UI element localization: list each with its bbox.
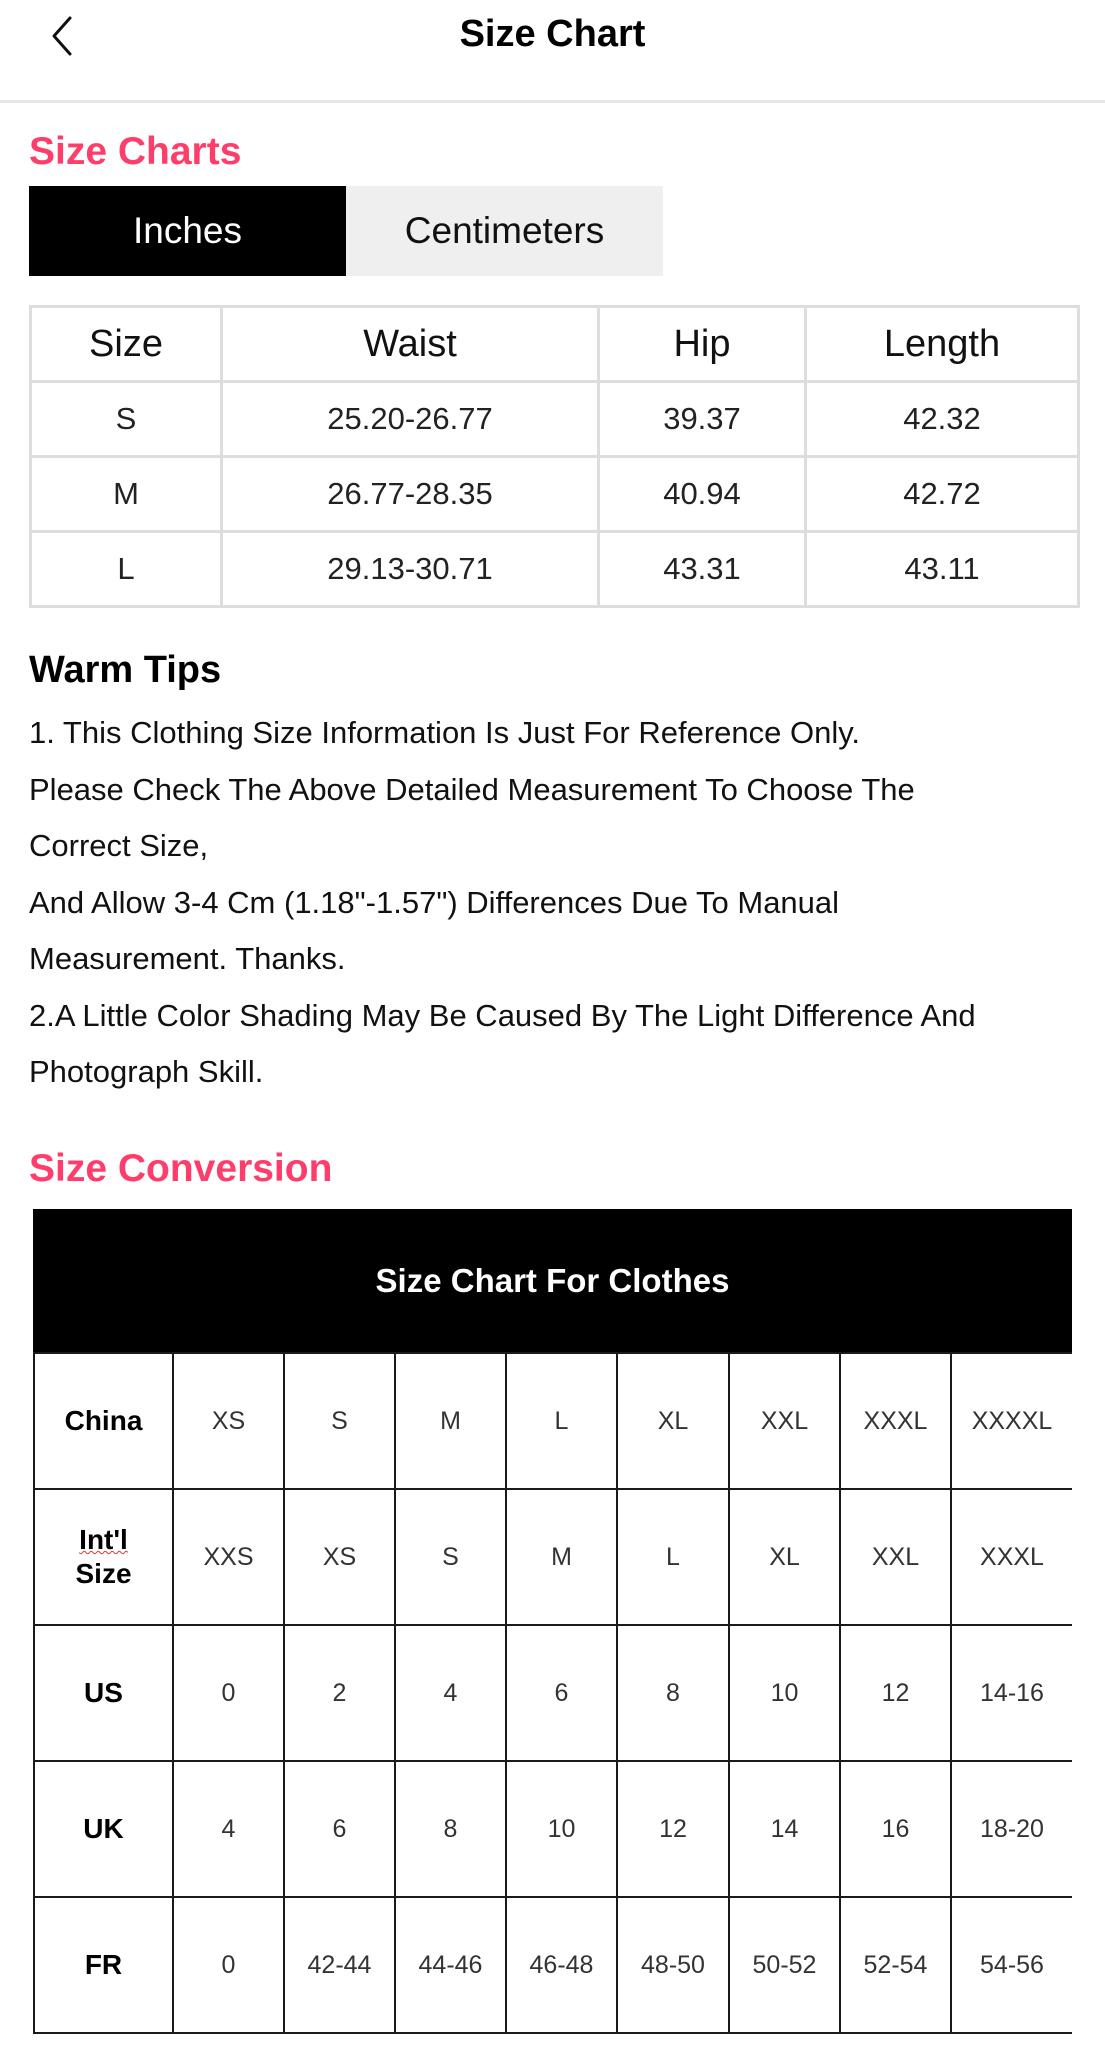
tip-line: Please Check The Above Detailed Measurement To Choose The	[29, 771, 915, 807]
table-cell: XXXL	[840, 1353, 951, 1489]
table-cell: 42.32	[806, 382, 1079, 457]
tip-line: Photograph Skill.	[29, 1054, 264, 1089]
tab-centimeters[interactable]: Centimeters	[346, 186, 663, 276]
table-cell: S	[284, 1353, 395, 1489]
conversion-row-fr	[34, 1897, 1072, 2033]
table-cell: XXS	[173, 1489, 284, 1625]
table-cell: XXXXL	[951, 1353, 1072, 1489]
table-cell: 43.11	[806, 532, 1079, 607]
size-table	[29, 305, 1080, 608]
table-cell: L	[506, 1353, 617, 1489]
table-cell: M	[395, 1353, 506, 1489]
row-label: China	[34, 1353, 173, 1489]
table-cell: 10	[506, 1761, 617, 1897]
row-label-line: Size	[75, 1558, 132, 1589]
table-cell: 2	[284, 1625, 395, 1761]
table-cell: XXL	[840, 1489, 951, 1625]
tip-line: Correct Size,	[29, 828, 209, 863]
unit-tabs	[29, 186, 663, 276]
table-cell: 4	[395, 1625, 506, 1761]
table-cell: 39.37	[599, 382, 806, 457]
table-cell: 42.72	[806, 457, 1079, 532]
conversion-row-us	[34, 1625, 1072, 1761]
table-row	[31, 532, 1079, 607]
table-cell: 16	[840, 1761, 951, 1897]
table-cell: 12	[840, 1625, 951, 1761]
column-header: Waist	[222, 307, 599, 382]
table-cell: 40.94	[599, 457, 806, 532]
page-title: Size Chart	[459, 13, 646, 55]
table-cell: 52-54	[840, 1897, 951, 2033]
warm-tips-heading: Warm Tips	[29, 649, 222, 691]
row-label: FR	[34, 1897, 173, 2033]
table-cell: XL	[617, 1353, 729, 1489]
top-navigation-bar	[0, 0, 1105, 103]
table-row	[31, 382, 1079, 457]
table-cell: 44-46	[395, 1897, 506, 2033]
table-cell: 18-20	[951, 1761, 1072, 1897]
table-cell: 4	[173, 1761, 284, 1897]
column-header: Size	[31, 307, 222, 382]
table-cell: XL	[729, 1489, 840, 1625]
table-cell: 0	[173, 1625, 284, 1761]
table-cell: 6	[506, 1625, 617, 1761]
conversion-row-intl	[34, 1489, 1072, 1625]
row-label-line: Int'l	[79, 1524, 128, 1555]
table-cell: 48-50	[617, 1897, 729, 2033]
table-cell: 8	[617, 1625, 729, 1761]
table-cell: XXL	[729, 1353, 840, 1489]
tip-line: Measurement. Thanks.	[29, 941, 346, 976]
table-cell: 12	[617, 1761, 729, 1897]
table-cell: 14	[729, 1761, 840, 1897]
table-cell: 26.77-28.35	[222, 457, 599, 532]
table-cell: 0	[173, 1897, 284, 2033]
table-cell: 8	[395, 1761, 506, 1897]
table-cell: 54-56	[951, 1897, 1072, 2033]
table-cell: XXXL	[951, 1489, 1072, 1625]
column-header: Hip	[599, 307, 806, 382]
tip-line: 1. This Clothing Size Information Is Just For Reference Only.	[29, 715, 861, 750]
conversion-row-uk	[34, 1761, 1072, 1897]
tip-line: And Allow 3-4 Cm (1.18"-1.57") Differences Due To Manual	[29, 884, 840, 920]
size-charts-heading: Size Charts	[29, 130, 242, 173]
table-cell: 14-16	[951, 1625, 1072, 1761]
table-cell: 10	[729, 1625, 840, 1761]
conversion-table	[33, 1352, 1072, 2034]
conversion-row-china	[34, 1353, 1072, 1489]
table-cell: L	[31, 532, 222, 607]
table-cell: 25.20-26.77	[222, 382, 599, 457]
table-cell: M	[506, 1489, 617, 1625]
table-cell: S	[395, 1489, 506, 1625]
row-label	[34, 1489, 173, 1625]
table-cell: 42-44	[284, 1897, 395, 2033]
table-cell: S	[31, 382, 222, 457]
table-cell: XS	[173, 1353, 284, 1489]
tab-inches[interactable]: Inches	[29, 186, 346, 276]
size-conversion-heading: Size Conversion	[29, 1147, 333, 1190]
conversion-chart-title: Size Chart For Clothes	[33, 1209, 1072, 1352]
size-conversion-chart	[33, 1209, 1072, 2048]
table-cell: L	[617, 1489, 729, 1625]
table-cell: 43.31	[599, 532, 806, 607]
warm-tips-text	[29, 705, 1089, 1101]
row-label: UK	[34, 1761, 173, 1897]
table-cell: 50-52	[729, 1897, 840, 2033]
table-cell: 6	[284, 1761, 395, 1897]
tip-line: 2.A Little Color Shading May Be Caused By The Light Difference And	[29, 997, 976, 1033]
column-header: Length	[806, 307, 1079, 382]
table-cell: M	[31, 457, 222, 532]
row-label: US	[34, 1625, 173, 1761]
table-row	[31, 457, 1079, 532]
table-cell: 46-48	[506, 1897, 617, 2033]
table-cell: 29.13-30.71	[222, 532, 599, 607]
table-cell: XS	[284, 1489, 395, 1625]
table-header-row	[31, 307, 1079, 382]
